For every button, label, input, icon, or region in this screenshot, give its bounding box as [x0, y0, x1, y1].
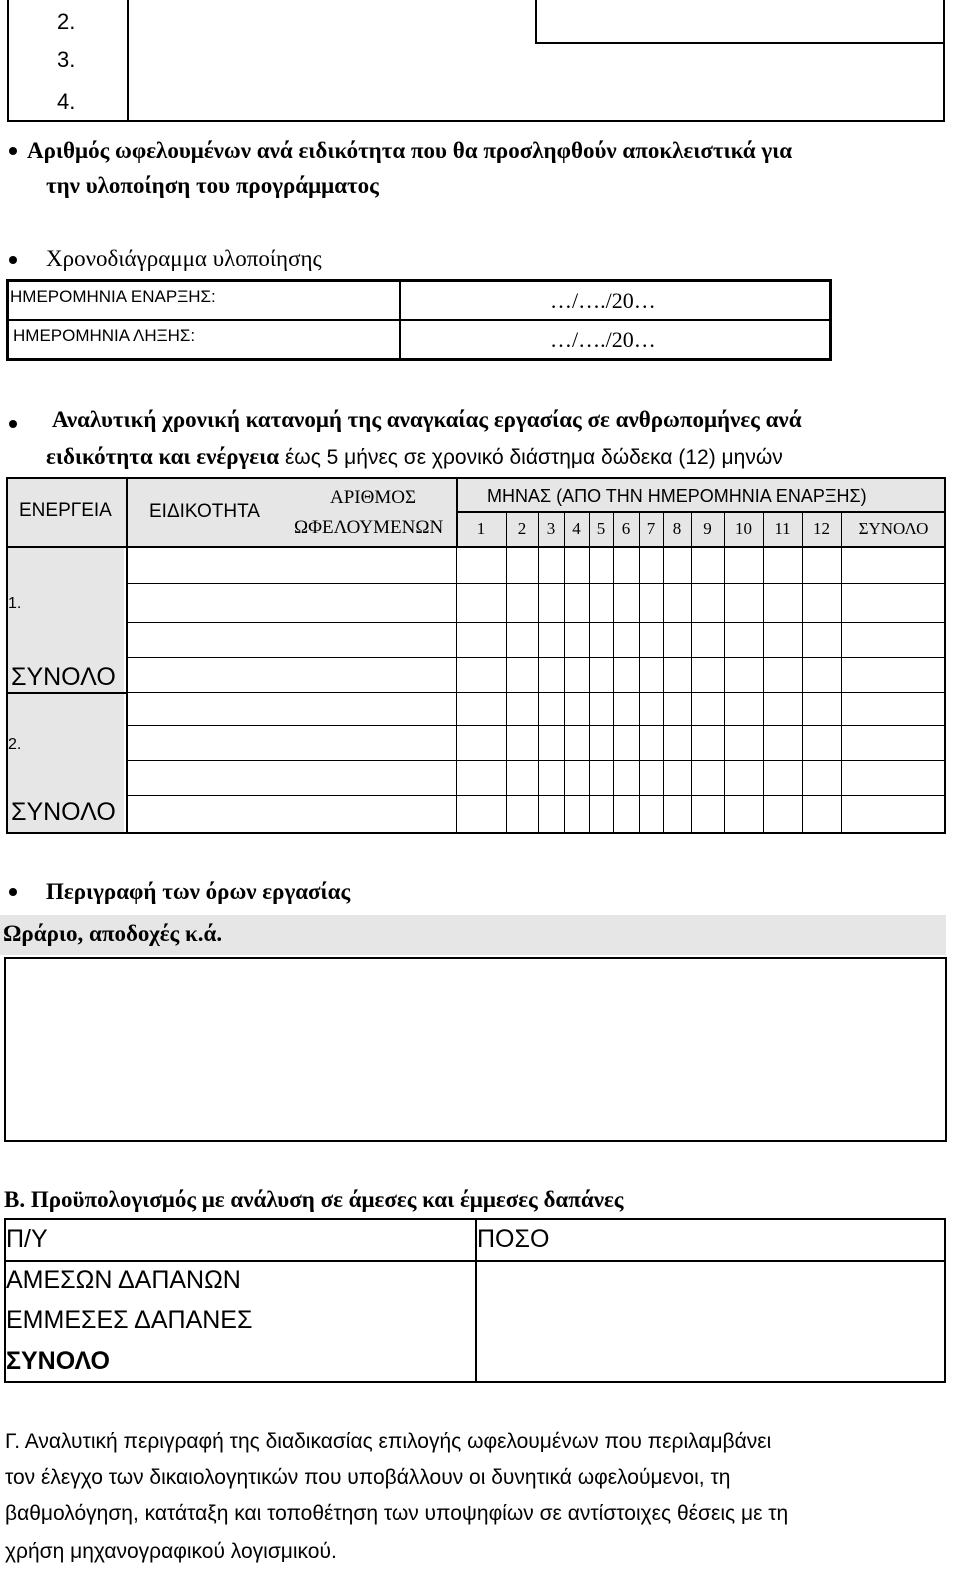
grid-line — [538, 511, 539, 547]
budget-table — [4, 1218, 946, 1383]
selection-line1: Γ. Αναλυτική περιγραφή της διαδικασίας επιλογής ωφελουμένων που περιλαμβάνει — [5, 1430, 772, 1453]
allocation-heading-line2: ειδικότητα και ενέργεια έως 5 μήνες σε χρονικό διάστημα δώδεκα (12) μηνών — [46, 444, 783, 469]
schedule-heading: Χρονοδιάγραμμα υλοποίησης — [46, 246, 322, 271]
grid-line — [128, 692, 946, 693]
start-date-value[interactable]: …/….​/20… — [550, 288, 656, 313]
grid-line — [663, 547, 664, 834]
grid-line — [456, 547, 457, 834]
grid-line — [128, 725, 946, 726]
list-item: 3. — [57, 47, 76, 72]
terms-heading: Περιγραφή των όρων εργασίας — [46, 879, 351, 904]
bullet-icon — [9, 147, 17, 155]
month-header-cell: 7 — [646, 519, 656, 538]
row-2-total-label: ΣΥΝΟΛΟ — [11, 798, 116, 826]
grid-line — [589, 511, 590, 547]
grid-line — [763, 511, 764, 547]
bullet-icon — [9, 256, 17, 264]
grid-line — [128, 795, 946, 796]
month-header-cell: 6 — [621, 519, 631, 538]
bullet-icon — [9, 420, 17, 428]
month-header-cell: 10 — [735, 519, 752, 538]
grid-line — [128, 583, 946, 584]
grid-line — [802, 511, 803, 547]
month-header-cell: 12 — [813, 519, 830, 538]
budget-col-item: Π/Υ — [6, 1225, 48, 1253]
grid-line — [613, 511, 614, 547]
grid-line — [564, 511, 565, 547]
budget-col-amount: ΠΟΣΟ — [477, 1225, 550, 1253]
grid-line — [6, 692, 128, 694]
budget-row-indirect: ΕΜΜΕΣΕΣ ΔΑΠΑΝΕΣ — [6, 1306, 253, 1334]
col-count-2: ΩΦΕΛΟΥΜΕΝΩΝ — [294, 517, 444, 538]
row-1-total-label: ΣΥΝΟΛΟ — [11, 663, 116, 691]
month-header-cell: 4 — [572, 519, 581, 538]
grid-line — [691, 547, 692, 834]
col-specialty: ΕΙΔΙΚΟΤΗΤΑ — [149, 501, 260, 522]
selection-line4: χρήση μηχανογραφικού λογισμικού. — [5, 1540, 337, 1563]
month-header-cell: ΣΥΝΟΛΟ — [858, 519, 929, 538]
end-date-value[interactable]: …/….​/20… — [550, 327, 656, 352]
grid-line — [724, 511, 725, 547]
row-2-label: 2. — [8, 736, 22, 753]
grid-line — [763, 547, 764, 834]
staff-heading-line2: την υλοποίηση του προγράμματος — [46, 173, 379, 198]
month-header-cell: 11 — [774, 519, 791, 538]
list-item: 4. — [57, 89, 76, 114]
grid-line — [126, 547, 128, 834]
terms-text-box[interactable] — [4, 957, 947, 1142]
grid-line — [128, 760, 946, 761]
grid-line — [506, 511, 507, 547]
grid-line — [841, 511, 842, 547]
grid-line — [506, 547, 507, 834]
grid-line — [456, 511, 946, 513]
grid-line — [564, 547, 565, 834]
month-header-cell: 5 — [596, 519, 606, 538]
grid-line — [589, 547, 590, 834]
grid-line — [841, 547, 842, 834]
grid-line — [802, 547, 803, 834]
grid-line — [639, 547, 640, 834]
month-header-cell: 9 — [703, 519, 712, 538]
row-1-label: 1. — [8, 595, 22, 612]
grid-line — [691, 511, 692, 547]
month-header-cell: 8 — [672, 519, 682, 538]
grid-line — [639, 511, 640, 547]
grid-line — [538, 547, 539, 834]
grid-line — [613, 547, 614, 834]
month-header-cell: 3 — [546, 519, 556, 538]
top-list-table — [7, 0, 945, 122]
budget-row-direct: ΑΜΕΣΩΝ ΔΑΠΑΝΩΝ — [6, 1266, 241, 1294]
bullet-icon — [9, 888, 17, 896]
selection-line3: βαθμολόγηση, κατάταξη και τοποθέτηση των υποψηφίων σε αντίστοιχες θέσεις με τη — [5, 1502, 789, 1525]
grid-line — [128, 622, 946, 623]
terms-subheading: Ωράριο, αποδοχές κ.ά. — [3, 921, 223, 946]
list-item: 2. — [57, 9, 76, 34]
staff-heading-line1: Αριθμός ωφελουμένων ανά ειδικότητα που θα προσληφθούν αποκλειστικά για — [27, 138, 793, 163]
month-header-cell: 2 — [517, 519, 527, 538]
col-activity: ΕΝΕΡΓΕΙΑ — [19, 500, 112, 521]
start-date-label: ΗΜΕΡΟΜΗΝΙΑ ΕΝΑΡΞΗΣ: — [10, 287, 216, 306]
grid-line — [724, 547, 725, 834]
end-date-label: ΗΜΕΡΟΜΗΝΙΑ ΛΗΞΗΣ: — [13, 326, 196, 345]
allocation-table — [6, 477, 946, 834]
budget-row-total: ΣΥΝΟΛΟ — [6, 1347, 110, 1375]
grid-line — [128, 657, 946, 658]
budget-heading: Β. Προϋπολογισμός με ανάλυση σε άμεσες και έμμεσες δαπάνες — [4, 1187, 624, 1212]
grid-line — [663, 511, 664, 547]
dates-table — [6, 279, 832, 361]
col-month: ΜΗΝΑΣ (ΑΠΟ ΤΗΝ ΗΜΕΡΟΜΗΝΙΑ ΕΝΑΡΞΗΣ) — [487, 486, 867, 506]
col-count-1: ΑΡΙΘΜΟΣ — [330, 487, 417, 508]
selection-line2: τον έλεγχο των δικαιολογητικών που υποβάλλουν οι δυνητικά ωφελούμενοι, τη — [5, 1466, 731, 1489]
month-header-cell: 1 — [476, 519, 486, 538]
allocation-heading-line1: Αναλυτική χρονική κατανομή της αναγκαίας εργασίας σε ανθρωπομήνες ανά — [52, 407, 802, 432]
